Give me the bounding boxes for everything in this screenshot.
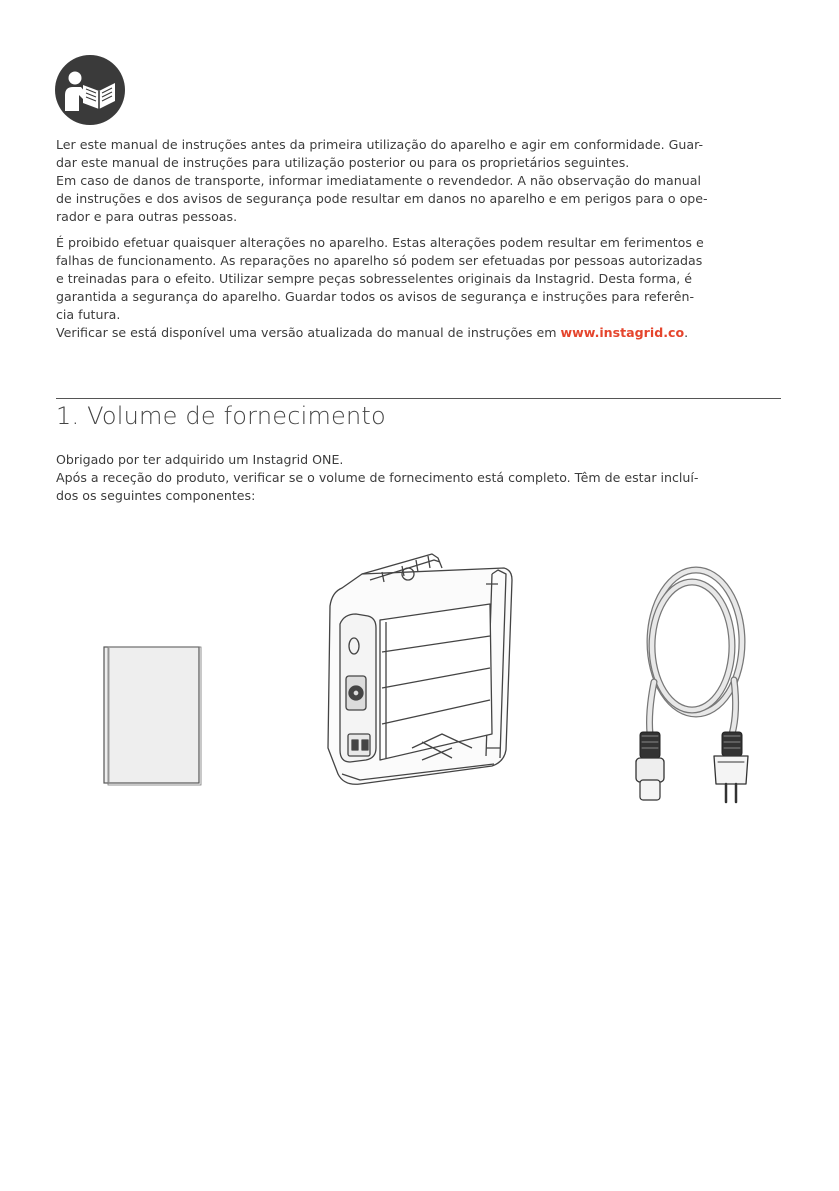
text-line: É proibido efetuar quaisquer alterações no aparelho. Estas alterações podem resultar em ferimentos e <box>56 235 704 250</box>
text-line: de instruções e dos avisos de segurança pode resultar em danos no aparelho e em perigos para o ope- <box>56 191 708 206</box>
text-line: falhas de funcionamento. As reparações no aparelho só podem ser efetuadas por pessoas autorizadas <box>56 253 703 268</box>
section-title: 1. Volume de fornecimento <box>56 402 386 430</box>
text-line: . <box>684 325 689 340</box>
text-line: Verificar se está disponível uma versão atualizada do manual de instruções em <box>56 325 561 340</box>
text-line: dar este manual de instruções para utilização posterior ou para os proprietários seguintes. <box>56 155 630 170</box>
instagrid-website-link[interactable]: www.instagrid.co <box>560 325 685 340</box>
intro-text <box>56 136 776 342</box>
text-line: Após a receção do produto, verificar se o volume de fornecimento está completo. Têm de estar incluí- <box>56 470 699 485</box>
text-line: cia futura. <box>56 307 121 322</box>
read-manual-icon <box>55 55 125 125</box>
intro-paragraph-2 <box>56 234 776 342</box>
intro-paragraph-1 <box>56 136 776 226</box>
text-line: rador e para outras pessoas. <box>56 209 238 224</box>
section-body <box>56 451 776 505</box>
text-line: e treinadas para o efeito. Utilizar sempre peças sobresselentes originais da Instagrid. Desta forma, é <box>56 271 693 286</box>
text-line: Ler este manual de instruções antes da primeira utilização do aparelho e agir em conformidade. Guar- <box>56 137 703 152</box>
text-line: dos os seguintes componentes: <box>56 488 256 503</box>
instagrid-one-device-illustration <box>322 548 516 796</box>
section-divider <box>56 398 781 399</box>
text-line: Em caso de danos de transporte, informar imediatamente o revendedor. A não observação do manual <box>56 173 701 188</box>
text-line: garantida a segurança do aparelho. Guardar todos os avisos de segurança e instruções para referên- <box>56 289 695 304</box>
text-line: Obrigado por ter adquirido um Instagrid ONE. <box>56 452 344 467</box>
manual-booklet-illustration <box>103 645 203 791</box>
power-cable-illustration <box>626 562 750 816</box>
